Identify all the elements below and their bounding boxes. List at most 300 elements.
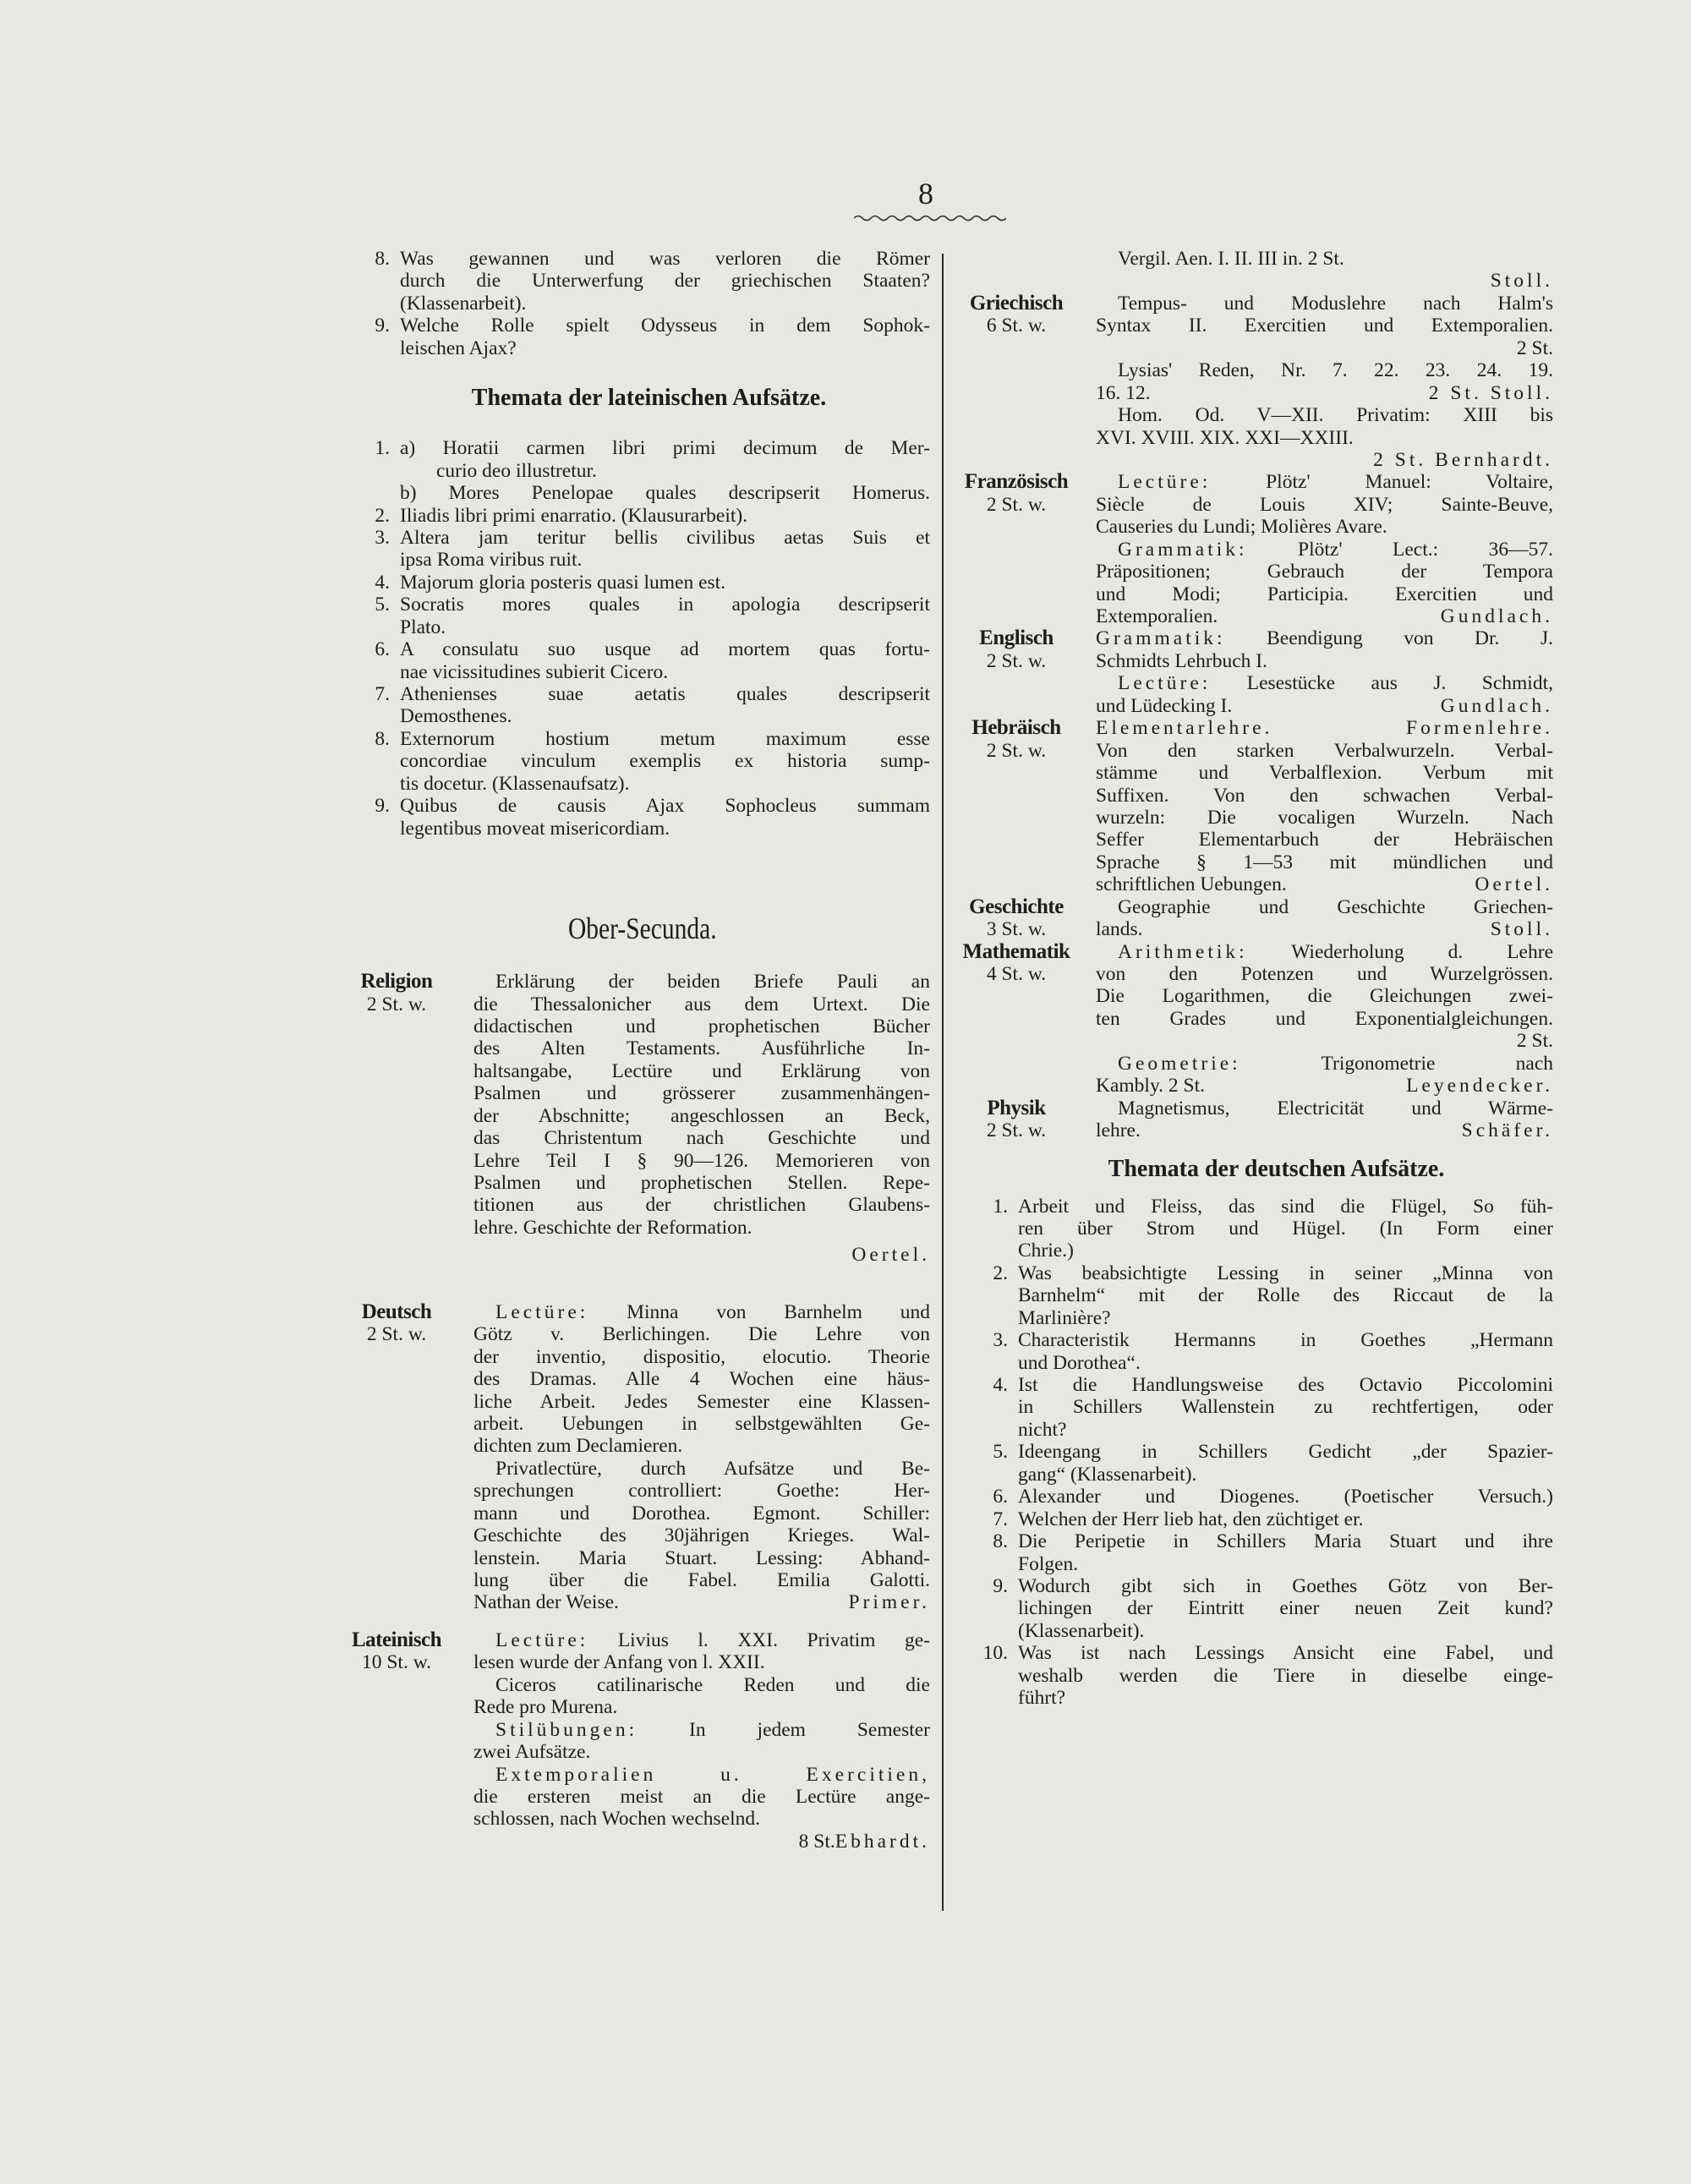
subject-label	[949, 762, 1096, 784]
text: lichingen der Eintritt einer neuen Zeit kund?	[1018, 1597, 1553, 1620]
text-line	[334, 705, 930, 727]
text: Livius l. XXI. Privatim ge-	[617, 1628, 930, 1651]
line-content	[1096, 583, 1553, 605]
text: nae vicissitudines subierit Cicero.	[400, 660, 669, 683]
subject-entry	[949, 248, 1553, 293]
numbered-list	[334, 248, 930, 359]
text-line	[334, 1391, 930, 1413]
text: liche Arbeit. Jedes Semester eine Klassen-	[473, 1390, 930, 1413]
subject-label	[949, 516, 1096, 538]
line-content	[473, 1741, 930, 1763]
text-line	[949, 1008, 1553, 1030]
line-content	[473, 1458, 930, 1480]
line-text	[1096, 382, 1151, 404]
text-line	[949, 1030, 1553, 1052]
text: Ciceros catilinarische Reden und die	[495, 1673, 930, 1696]
text-line	[949, 963, 1553, 985]
line-content	[400, 248, 930, 270]
line-text	[1018, 1284, 1553, 1306]
line-content	[1096, 829, 1553, 851]
line-text	[1096, 471, 1553, 493]
text: Plötz' Lect.: 36—57.	[1298, 538, 1553, 561]
subject-label: 2 St. w.	[986, 493, 1047, 516]
text: lehre. Geschichte der Reformation.	[473, 1216, 752, 1239]
text-line	[334, 1127, 930, 1149]
text: schriftlichen Uebungen.	[1096, 873, 1287, 896]
line-content	[1018, 1240, 1553, 1262]
spaced-keyword: Arithmetik:	[1118, 940, 1248, 963]
subject-label: 2 St. w.	[986, 739, 1047, 762]
text: (Klassenarbeit).	[400, 292, 527, 315]
line-text	[1096, 605, 1218, 627]
text-line	[334, 248, 930, 270]
subject-label	[949, 785, 1096, 807]
subject-label	[949, 829, 1096, 851]
text: A consulatu suo usque ad mortem quas fortu-	[400, 638, 930, 661]
line-text	[1096, 740, 1553, 762]
line-text	[1096, 807, 1553, 829]
text: Plötz' Manuel: Voltaire,	[1266, 471, 1553, 494]
text: schlossen, nach Wochen wechselnd.	[473, 1808, 760, 1831]
subject-label	[334, 1127, 473, 1149]
text-line	[949, 337, 1553, 359]
item-number	[334, 773, 400, 795]
subject-label	[334, 1569, 473, 1591]
text-line	[334, 482, 930, 504]
subject-label	[334, 1547, 473, 1569]
text-line	[334, 750, 930, 772]
text-line	[334, 1764, 930, 1786]
text-line	[334, 1037, 930, 1059]
subject-label	[334, 1458, 473, 1480]
line-text	[400, 482, 930, 504]
subject-label: Physik	[987, 1096, 1046, 1119]
item-number	[949, 1464, 1018, 1486]
text: führt?	[1018, 1687, 1066, 1710]
text-line	[334, 1547, 930, 1569]
line-text	[473, 1629, 930, 1651]
text-line	[949, 382, 1553, 404]
text: Rede pro Murena.	[473, 1696, 618, 1719]
text: Seffer Elementarbuch der Hebräischen	[1096, 829, 1553, 851]
line-text	[473, 1301, 930, 1323]
line-content	[1096, 1030, 1553, 1052]
line-content	[1096, 270, 1553, 292]
text: Kambly. 2 St.	[1096, 1075, 1206, 1097]
line-text	[1096, 1008, 1553, 1030]
line-text	[400, 773, 629, 795]
line-text	[400, 270, 930, 292]
text-line	[949, 941, 1553, 963]
subject-label	[334, 1764, 473, 1786]
line-text	[1096, 293, 1553, 315]
text-line	[334, 1569, 930, 1591]
text: von den Potenzen und Wurzelgrössen.	[1096, 963, 1553, 985]
line-text	[400, 638, 930, 660]
subject-label	[334, 1696, 473, 1718]
line-content	[400, 572, 930, 594]
text-line	[334, 1808, 930, 1830]
subject-label	[334, 1591, 473, 1613]
item-number	[949, 1620, 1018, 1642]
line-content	[473, 1172, 930, 1194]
subject-label: Hebräisch	[971, 716, 1061, 740]
line-text	[1096, 695, 1232, 717]
spacer	[1218, 605, 1441, 627]
text: Privatlectüre, durch Aufsätze und Be-	[495, 1457, 930, 1480]
line-content	[473, 1764, 930, 1786]
text-line	[949, 1307, 1553, 1329]
text: Erklärung der beiden Briefe Pauli an	[495, 971, 930, 993]
subject-label	[949, 337, 1096, 359]
subject-label	[334, 1194, 473, 1216]
text: Psalmen und grösserer zusammenhängen-	[473, 1082, 930, 1105]
line-text	[473, 1458, 930, 1480]
column-divider	[942, 254, 944, 1911]
text: Extemporalien.	[1096, 605, 1218, 627]
item-number: 9.	[993, 1574, 1008, 1597]
spaced-keyword: Lectüre:	[495, 1300, 589, 1323]
spaced-keyword: Geometrie:	[1118, 1052, 1241, 1075]
text: 2 St.	[1516, 337, 1553, 359]
numbered-list	[334, 437, 930, 840]
line-content	[473, 1435, 930, 1457]
text-line	[949, 1553, 1553, 1575]
line-content	[473, 1194, 930, 1216]
text: lesen wurde der Anfang von l. XXII.	[473, 1651, 765, 1674]
line-content	[1096, 807, 1553, 829]
line-text	[1018, 1419, 1066, 1441]
subject-entry	[334, 1629, 930, 1853]
item-number: 5.	[993, 1441, 1008, 1464]
line-text	[473, 1524, 930, 1546]
subject-label: Englisch	[979, 627, 1053, 650]
text: dichten zum Declamieren.	[473, 1435, 683, 1458]
text: Die Logarithmen, die Gleichungen zwei-	[1096, 985, 1553, 1008]
text: Was beabsichtigte Lessing in seiner „Minna von	[1018, 1262, 1553, 1284]
text: sprechungen controlliert: Goethe: Her-	[473, 1480, 930, 1503]
text: mann und Dorothea. Egmont. Schiller:	[473, 1502, 930, 1524]
text: ren über Strom und Hügel. (In Form einer	[1018, 1217, 1553, 1240]
text: leischen Ajax?	[400, 337, 517, 359]
line-content	[1096, 963, 1553, 985]
subject-label: Französisch	[964, 470, 1069, 494]
subject-label	[334, 1674, 473, 1696]
line-text	[1517, 1030, 1553, 1052]
text-line	[949, 650, 1553, 672]
text-line	[334, 1458, 930, 1480]
line-content	[473, 1524, 930, 1546]
text-line	[949, 315, 1553, 337]
subject-label: Griechisch	[969, 291, 1064, 315]
item-number: 3.	[375, 526, 390, 549]
line-text	[1018, 1597, 1553, 1619]
line-content	[400, 750, 930, 772]
line-content	[1096, 1119, 1553, 1141]
text-line	[334, 460, 930, 482]
teacher-name: Primer.	[848, 1591, 930, 1614]
text-line	[949, 1119, 1553, 1141]
line-text	[1018, 1508, 1364, 1530]
line-text	[1096, 494, 1553, 516]
text: Quibus de causis Ajax Sophocleus summam	[400, 795, 930, 818]
line-text	[473, 1480, 930, 1502]
line-content	[400, 437, 930, 459]
text: Plato.	[400, 616, 446, 638]
spacer	[1151, 382, 1429, 404]
line-content	[473, 1629, 930, 1651]
line-content	[1096, 985, 1553, 1007]
text-line	[949, 1464, 1553, 1486]
subject-label: Deutsch	[361, 1300, 432, 1323]
spaced-keyword: Stilübungen:	[495, 1718, 638, 1741]
text: Die Peripetie in Schillers Maria Stuart und ihre	[1018, 1530, 1553, 1553]
line-content	[400, 482, 930, 504]
line-text	[1018, 1687, 1065, 1709]
text-line	[334, 1015, 930, 1037]
subject-label: 2 St. w.	[986, 1119, 1047, 1142]
item-number	[949, 1665, 1018, 1687]
line-content	[1096, 1053, 1553, 1075]
text-line	[334, 818, 930, 840]
text: Externorum hostium metum maximum esse	[400, 727, 930, 750]
line-text	[1096, 583, 1553, 605]
text: der Abschnitte; angeschlossen an Beck,	[473, 1104, 930, 1127]
spacer	[1287, 873, 1475, 895]
text-line	[334, 1524, 930, 1546]
line-text	[400, 315, 930, 337]
line-text	[1018, 1374, 1553, 1396]
text: Lysias' Reden, Nr. 7. 22. 23. 24. 19.	[1118, 359, 1553, 382]
item-number	[949, 1419, 1018, 1441]
ornamental-wavy-rule	[854, 213, 1006, 223]
subject-label	[334, 1244, 473, 1266]
text: legentibus moveat misericordiam.	[400, 817, 670, 840]
line-text	[1096, 1075, 1205, 1097]
subject-label: 2 St. w.	[366, 993, 427, 1015]
text: arbeit. Uebungen in selbstgewählten Ge-	[473, 1412, 930, 1435]
line-content	[1018, 1419, 1553, 1441]
item-number: 2.	[993, 1262, 1008, 1284]
line-text	[400, 505, 747, 527]
item-number	[949, 1218, 1018, 1240]
subject-label	[334, 1060, 473, 1082]
subject-label: 6 St. w.	[986, 315, 1047, 337]
line-content	[1096, 695, 1553, 717]
text-line	[334, 1368, 930, 1390]
numbered-list	[949, 1196, 1553, 1710]
text-line	[949, 427, 1553, 449]
item-number: 4.	[993, 1374, 1008, 1396]
line-content	[1096, 918, 1553, 940]
text: Lesestücke aus J. Schmidt,	[1246, 672, 1553, 695]
teacher-name: 2 St. Bernhardt.	[1373, 448, 1553, 471]
text: Barnhelm“ mit der Rolle des Riccaut de la	[1018, 1284, 1553, 1307]
spacer	[1141, 1119, 1462, 1141]
text: und Dorothea“.	[1018, 1351, 1141, 1374]
line-text	[1096, 427, 1354, 449]
subject-label	[949, 561, 1096, 583]
line-text	[400, 248, 930, 270]
text: Ideengang in Schillers Gedicht „der Spazier-	[1018, 1441, 1553, 1464]
text-line	[334, 1435, 930, 1457]
line-text	[1018, 1218, 1553, 1240]
line-content	[1096, 672, 1553, 694]
text: Welche Rolle spielt Odysseus in dem Sophok-	[400, 315, 930, 337]
text-line	[334, 1172, 930, 1194]
item-number: 7.	[375, 683, 390, 705]
text: und Modi; Participia. Exercitien und	[1096, 583, 1553, 605]
line-text	[1096, 985, 1553, 1007]
line-content	[1096, 851, 1553, 873]
text: XVI. XVIII. XIX. XXI—XXIII.	[1096, 426, 1354, 449]
line-text	[799, 1831, 835, 1853]
text-line	[949, 1530, 1553, 1552]
line-text	[400, 795, 930, 817]
text: Siècle de Louis XIV; Sainte-Beuve,	[1096, 493, 1553, 516]
subject-entry	[949, 1097, 1553, 1142]
text: Arbeit und Fleiss, das sind die Flügel, So füh-	[1018, 1195, 1553, 1218]
subject-label	[334, 1413, 473, 1435]
text: Vergil. Aen. I. II. III in. 2 St.	[1118, 248, 1344, 270]
line-text	[1018, 1396, 1553, 1418]
line-content	[1018, 1642, 1553, 1664]
line-text	[1018, 1240, 1074, 1262]
subject-label	[334, 1831, 473, 1853]
page-number: 8	[918, 177, 933, 211]
subject-entry	[334, 1301, 930, 1614]
spaced-keyword: Elementarlehre. Formenlehre.	[1096, 717, 1553, 740]
item-number	[334, 750, 400, 772]
text-line	[949, 1620, 1553, 1642]
text-line	[334, 1651, 930, 1673]
text-line	[949, 605, 1553, 627]
line-content	[473, 1674, 930, 1696]
text-line	[334, 1217, 930, 1239]
line-content	[400, 460, 930, 482]
subject-label	[949, 583, 1096, 605]
text-line	[334, 1696, 930, 1718]
text-line	[334, 337, 930, 359]
text: und Lüdecking I.	[1096, 694, 1233, 717]
text: Geschichte des 30jährigen Krieges. Wal-	[473, 1524, 930, 1547]
line-content	[400, 337, 930, 359]
text-line	[334, 1413, 930, 1435]
text: Nathan der Weise.	[473, 1591, 619, 1614]
text: zwei Aufsätze.	[473, 1741, 591, 1764]
text-line	[334, 1323, 930, 1345]
text: in Schillers Wallenstein zu rechtfertigen, oder	[1018, 1396, 1553, 1419]
item-number: 7.	[993, 1508, 1008, 1530]
text-line	[334, 505, 930, 527]
text: Characteristik Hermanns in Goethes „Hermann	[1018, 1329, 1553, 1352]
subject-entry	[949, 896, 1553, 941]
text: curio deo illustretur.	[436, 459, 597, 482]
text-line	[334, 1480, 930, 1502]
text-line	[949, 1329, 1553, 1351]
line-text	[1018, 1486, 1553, 1508]
text: Causeries du Lundi; Molières Avare.	[1096, 516, 1387, 539]
text-line	[949, 1352, 1553, 1374]
subject-entry	[949, 941, 1553, 1097]
subject-label	[949, 1075, 1096, 1097]
item-number: 5.	[375, 594, 390, 616]
line-content	[1096, 427, 1553, 449]
line-text	[473, 1015, 930, 1037]
line-content	[473, 1301, 930, 1323]
item-number	[949, 1284, 1018, 1306]
text: Von den starken Verbalwurzeln. Verbal-	[1096, 739, 1553, 762]
text-line	[949, 785, 1553, 807]
text: Ist die Handlungsweise des Octavio Piccolomini	[1018, 1374, 1553, 1396]
text: gang“ (Klassenarbeit).	[1018, 1463, 1197, 1486]
text: Alexander und Diogenes. (Poetischer Versuch.)	[1018, 1486, 1553, 1508]
text-line	[949, 494, 1553, 516]
text: Was gewannen und was verloren die Römer	[400, 248, 930, 270]
subject-label: Religion	[360, 970, 433, 993]
subject-label	[334, 1503, 473, 1524]
subject-label	[949, 248, 1096, 270]
text: Psalmen und prophetischen Stellen. Repe-	[473, 1172, 930, 1194]
text: haltsangabe, Lectüre und Erklärung von	[473, 1059, 930, 1082]
spaced-keyword: Lectüre:	[495, 1628, 589, 1651]
line-content	[1018, 1620, 1553, 1642]
line-content	[1096, 941, 1553, 963]
line-text	[1096, 315, 1553, 337]
line-content	[400, 661, 930, 683]
text-line	[949, 918, 1553, 940]
text-line	[949, 1419, 1553, 1441]
line-text	[473, 1547, 930, 1569]
text: lenstein. Maria Stuart. Lessing: Abhand-	[473, 1546, 930, 1569]
line-content	[1096, 1097, 1553, 1119]
text-line	[334, 1831, 930, 1853]
line-content	[400, 315, 930, 337]
line-content	[1096, 248, 1553, 270]
line-content	[473, 1244, 930, 1266]
text: tis docetur. (Klassenaufsatz).	[400, 772, 630, 795]
text-line	[334, 1629, 930, 1651]
item-number	[334, 460, 400, 482]
line-text	[473, 1569, 930, 1591]
text: Folgen.	[1018, 1552, 1079, 1575]
line-text	[473, 1503, 930, 1524]
line-content	[1018, 1530, 1553, 1552]
teacher-name: Ebhardt.	[835, 1830, 930, 1853]
item-number	[334, 482, 400, 504]
text-line	[949, 270, 1553, 292]
text-line	[949, 583, 1553, 605]
text: des Dramas. Alle 4 Wochen eine häus-	[473, 1368, 930, 1391]
text-line	[334, 437, 930, 459]
teacher-name: Schäfer.	[1461, 1119, 1553, 1142]
line-content	[1018, 1307, 1553, 1329]
text-line	[334, 1346, 930, 1368]
line-content	[473, 1547, 930, 1569]
line-content	[1096, 650, 1553, 672]
line-text	[1018, 1352, 1141, 1374]
line-content	[1096, 337, 1553, 359]
spacer	[1232, 695, 1441, 717]
line-content	[473, 1591, 930, 1613]
subject-label	[334, 1480, 473, 1502]
line-text	[1018, 1620, 1144, 1642]
spacer	[619, 1591, 849, 1613]
subject-label: 4 St. w.	[986, 963, 1047, 985]
line-content	[473, 1391, 930, 1413]
text-line	[949, 1053, 1553, 1075]
line-content	[473, 1413, 930, 1435]
